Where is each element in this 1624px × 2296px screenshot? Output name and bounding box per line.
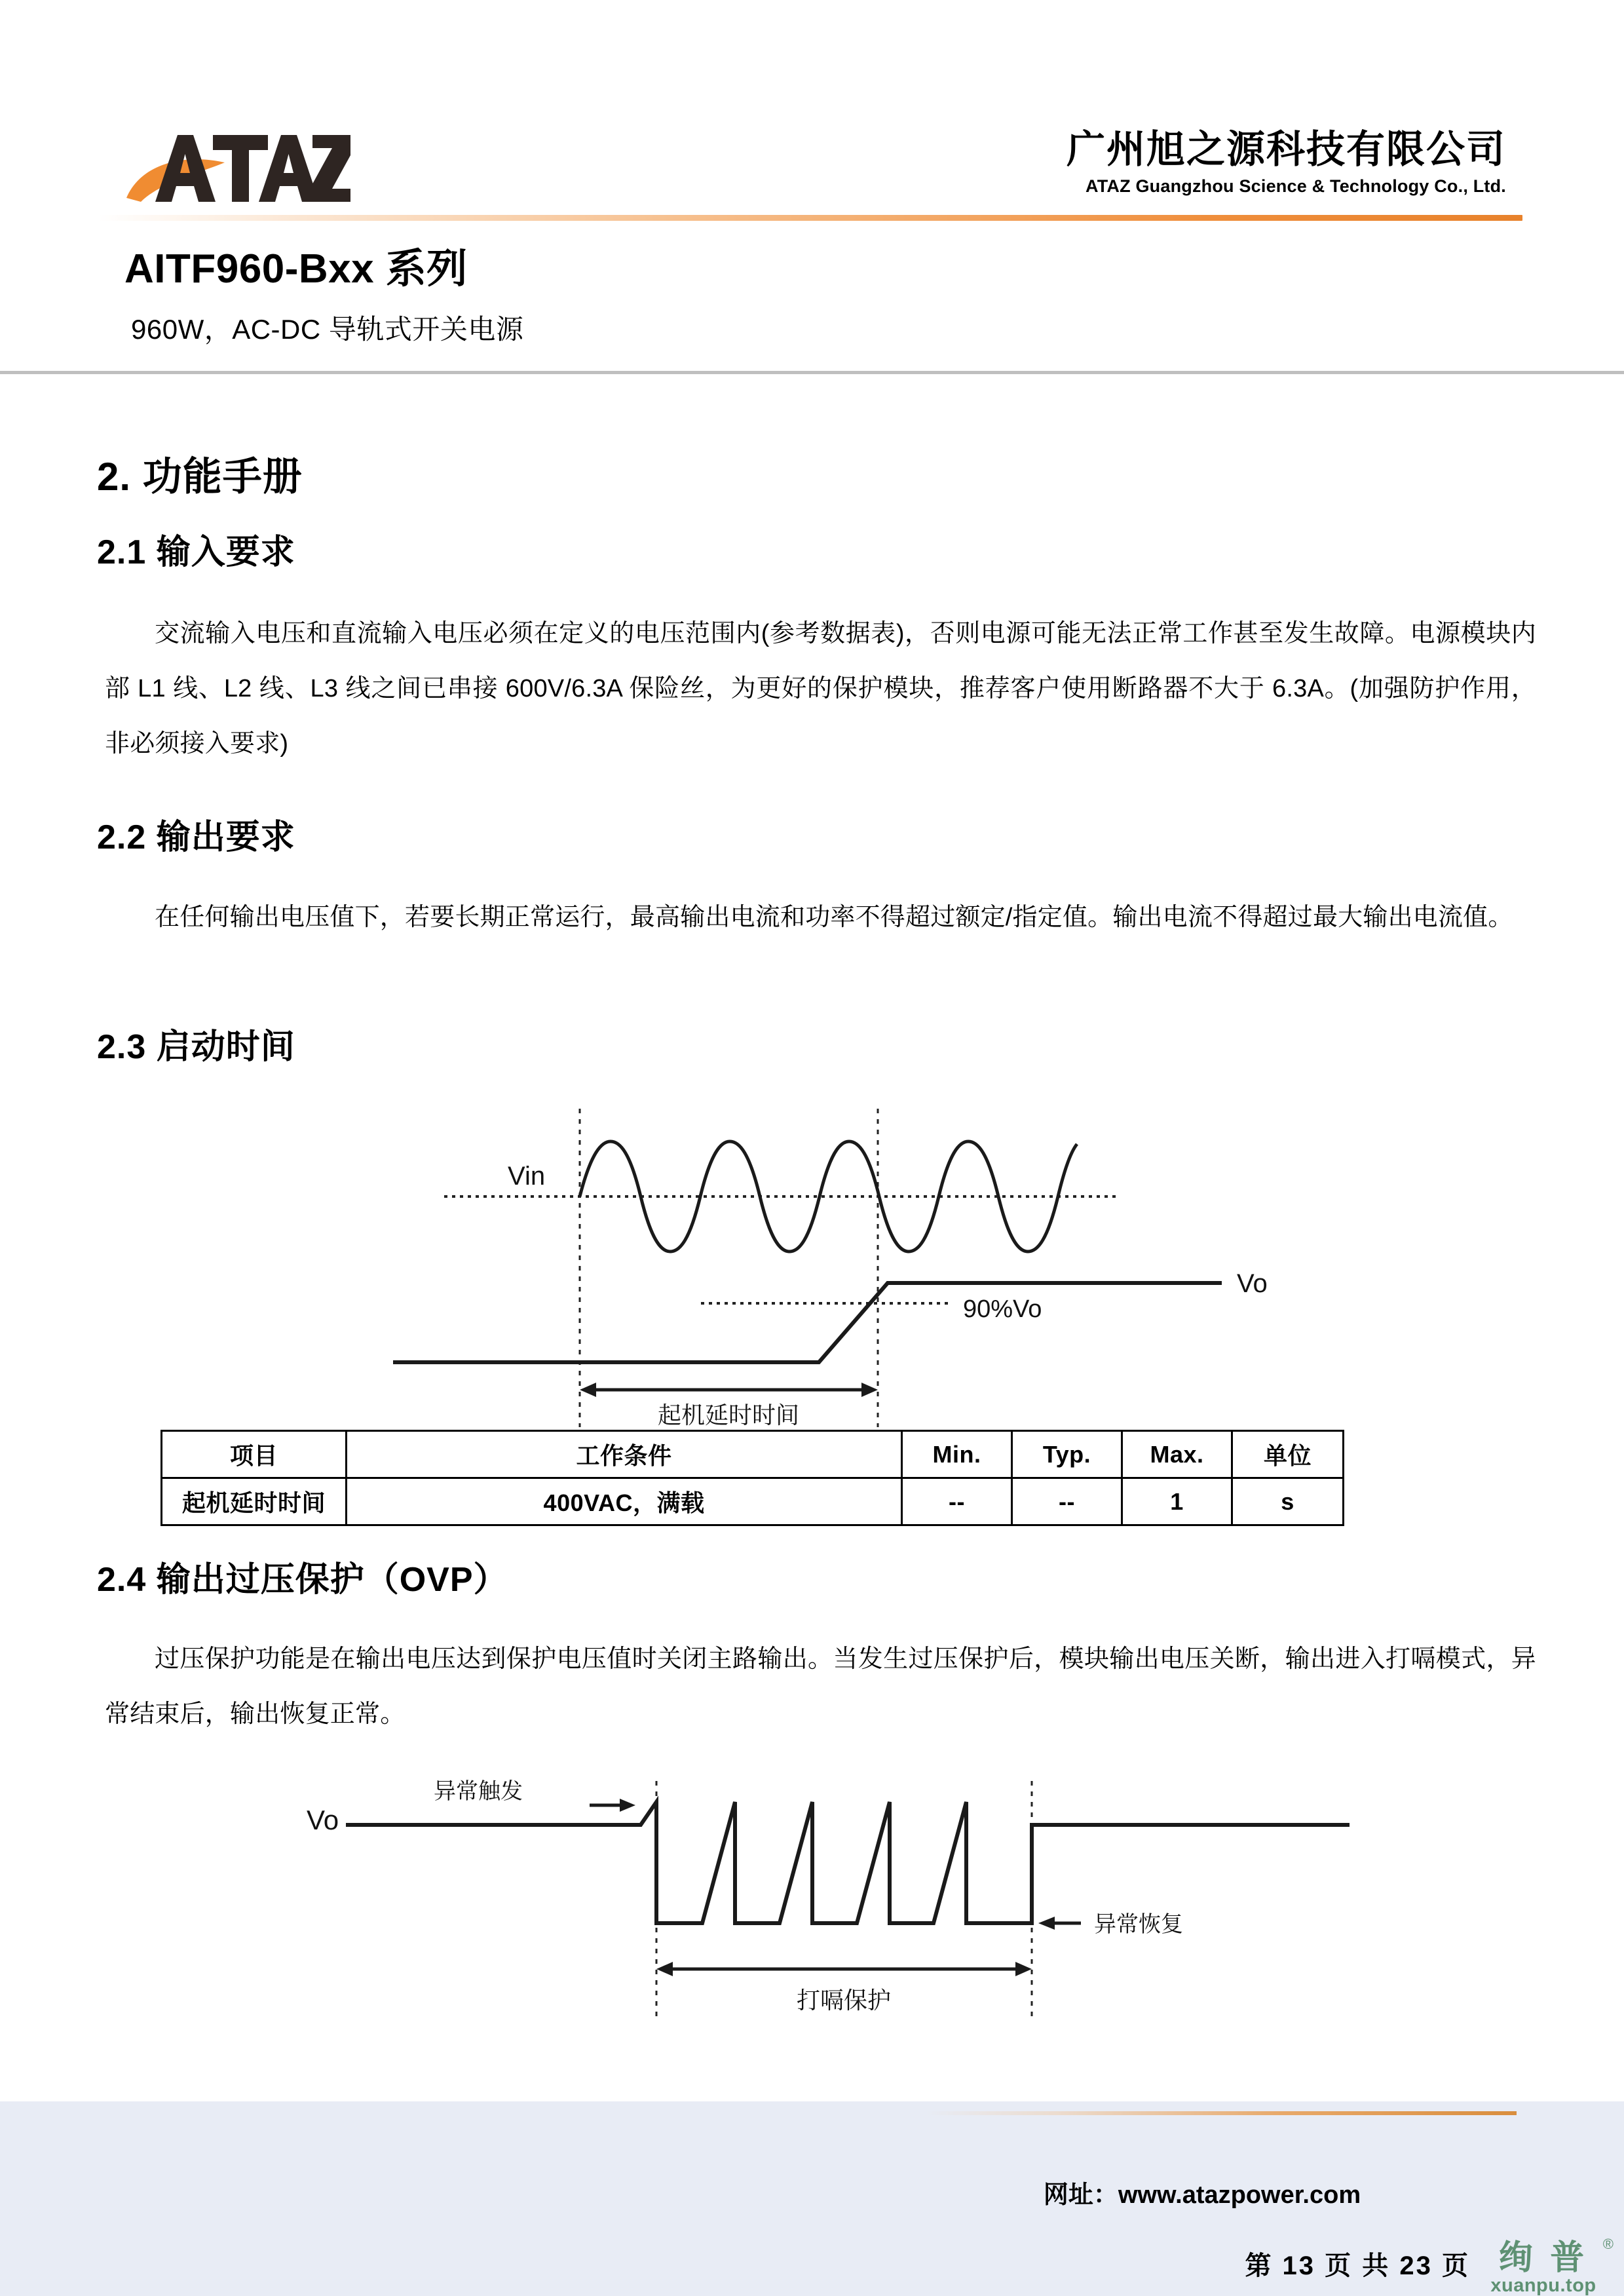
watermark-cn: 绚 普 xyxy=(1498,2239,1589,2277)
td-max: 1 xyxy=(1122,1478,1232,1525)
paragraph-2-4: 过压保护功能是在输出电压达到保护电压值时关闭主路输出。当发生过压保护后，模块输出电压关断，输出进入打嗝模式，异常结束后，输出恢复正常。 xyxy=(105,1645,1536,1728)
ninety-percent-vo-label: 90%Vo xyxy=(963,1295,1042,1323)
th-min: Min. xyxy=(902,1431,1012,1478)
header-accent-rule xyxy=(98,215,1522,221)
vin-label: Vin xyxy=(508,1162,546,1191)
fault-recover-label: 异常恢复 xyxy=(1094,1912,1183,1937)
td-condition: 400VAC，满载 xyxy=(347,1478,902,1525)
startup-delay-label: 起机延时时间 xyxy=(657,1402,800,1428)
fault-recover-arrow xyxy=(1038,1917,1081,1930)
td-unit: s xyxy=(1232,1478,1344,1525)
th-condition: 工作条件 xyxy=(347,1431,902,1478)
hiccup-span-arrow xyxy=(656,1962,1032,1976)
fault-trigger-label: 异常触发 xyxy=(434,1779,523,1804)
table-row xyxy=(162,1478,1344,1525)
vo-waveform xyxy=(393,1283,1222,1362)
td-min: -- xyxy=(902,1478,1012,1525)
ovp-hiccup-diagram xyxy=(262,1769,1376,2031)
table-header-row xyxy=(162,1431,1344,1478)
ataz-logo-icon xyxy=(121,124,350,210)
delay-arrow xyxy=(580,1383,878,1397)
document-title: AITF960-Bxx 系列 xyxy=(124,246,468,292)
section-heading-2-1: 2.1 输入要求 xyxy=(97,533,295,571)
td-typ: -- xyxy=(1012,1478,1122,1525)
startup-timing-diagram xyxy=(393,1101,1310,1435)
page-header xyxy=(0,0,1624,345)
fault-trigger-arrow xyxy=(590,1799,635,1812)
section-heading-2: 2. 功能手册 xyxy=(97,455,303,499)
section-heading-2-4: 2.4 输出过压保护（OVP） xyxy=(97,1561,508,1599)
section-heading-2-3: 2.3 启动时间 xyxy=(97,1028,295,1066)
hiccup-protection-label: 打嗝保护 xyxy=(796,1987,892,2014)
footer-accent-rule xyxy=(927,2111,1517,2115)
ovp-vo-label: Vo xyxy=(307,1805,339,1835)
company-name-cn: 广州旭之源科技有限公司 xyxy=(1066,128,1506,171)
td-item: 起机延时时间 xyxy=(162,1478,347,1525)
company-name-en: ATAZ Guangzhou Science & Technology Co., Ltd. xyxy=(1086,176,1506,197)
ovp-waveform xyxy=(346,1802,1350,1923)
page-number: 第 13 页 共 23 页 xyxy=(1245,2251,1470,2280)
ovp-hiccup-svg xyxy=(262,1769,1376,2031)
vo-label: Vo xyxy=(1237,1269,1268,1298)
th-max: Max. xyxy=(1122,1431,1232,1478)
registered-trademark-icon: ® xyxy=(1602,2236,1614,2252)
header-divider xyxy=(0,371,1624,374)
watermark-xuanpu xyxy=(1475,2236,1614,2296)
th-unit: 单位 xyxy=(1232,1431,1344,1478)
startup-timing-svg xyxy=(393,1101,1310,1435)
paragraph-2-2: 在任何输出电压值下，若要长期正常运行，最高输出电流和功率不得超过额定/指定值。输出电流不得超过最大输出电流值。 xyxy=(155,904,1513,931)
section-heading-2-2: 2.2 输出要求 xyxy=(97,818,295,856)
th-item: 项目 xyxy=(162,1431,347,1478)
paragraph-2-1: 交流输入电压和直流输入电压必须在定义的电压范围内(参考数据表)，否则电源可能无法正常工作甚至发生故障。电源模块内部 L1 线、L2 线、L3 线之间已串接 600V/6.3A 保险丝，为更好的保护模块，推荐客户使用断路器不大于 6.3A。(加强防护作用，非必须接入要求) xyxy=(105,620,1536,757)
watermark-domain: xuanpu.top xyxy=(1490,2275,1596,2296)
footer-website[interactable]: 网址：www.atazpower.com xyxy=(1043,2181,1361,2209)
th-typ: Typ. xyxy=(1012,1431,1122,1478)
company-identity xyxy=(1067,128,1506,197)
document-subtitle: 960W，AC-DC 导轨式开关电源 xyxy=(131,314,524,345)
startup-delay-table xyxy=(161,1430,1344,1526)
ataz-logo xyxy=(121,124,350,210)
